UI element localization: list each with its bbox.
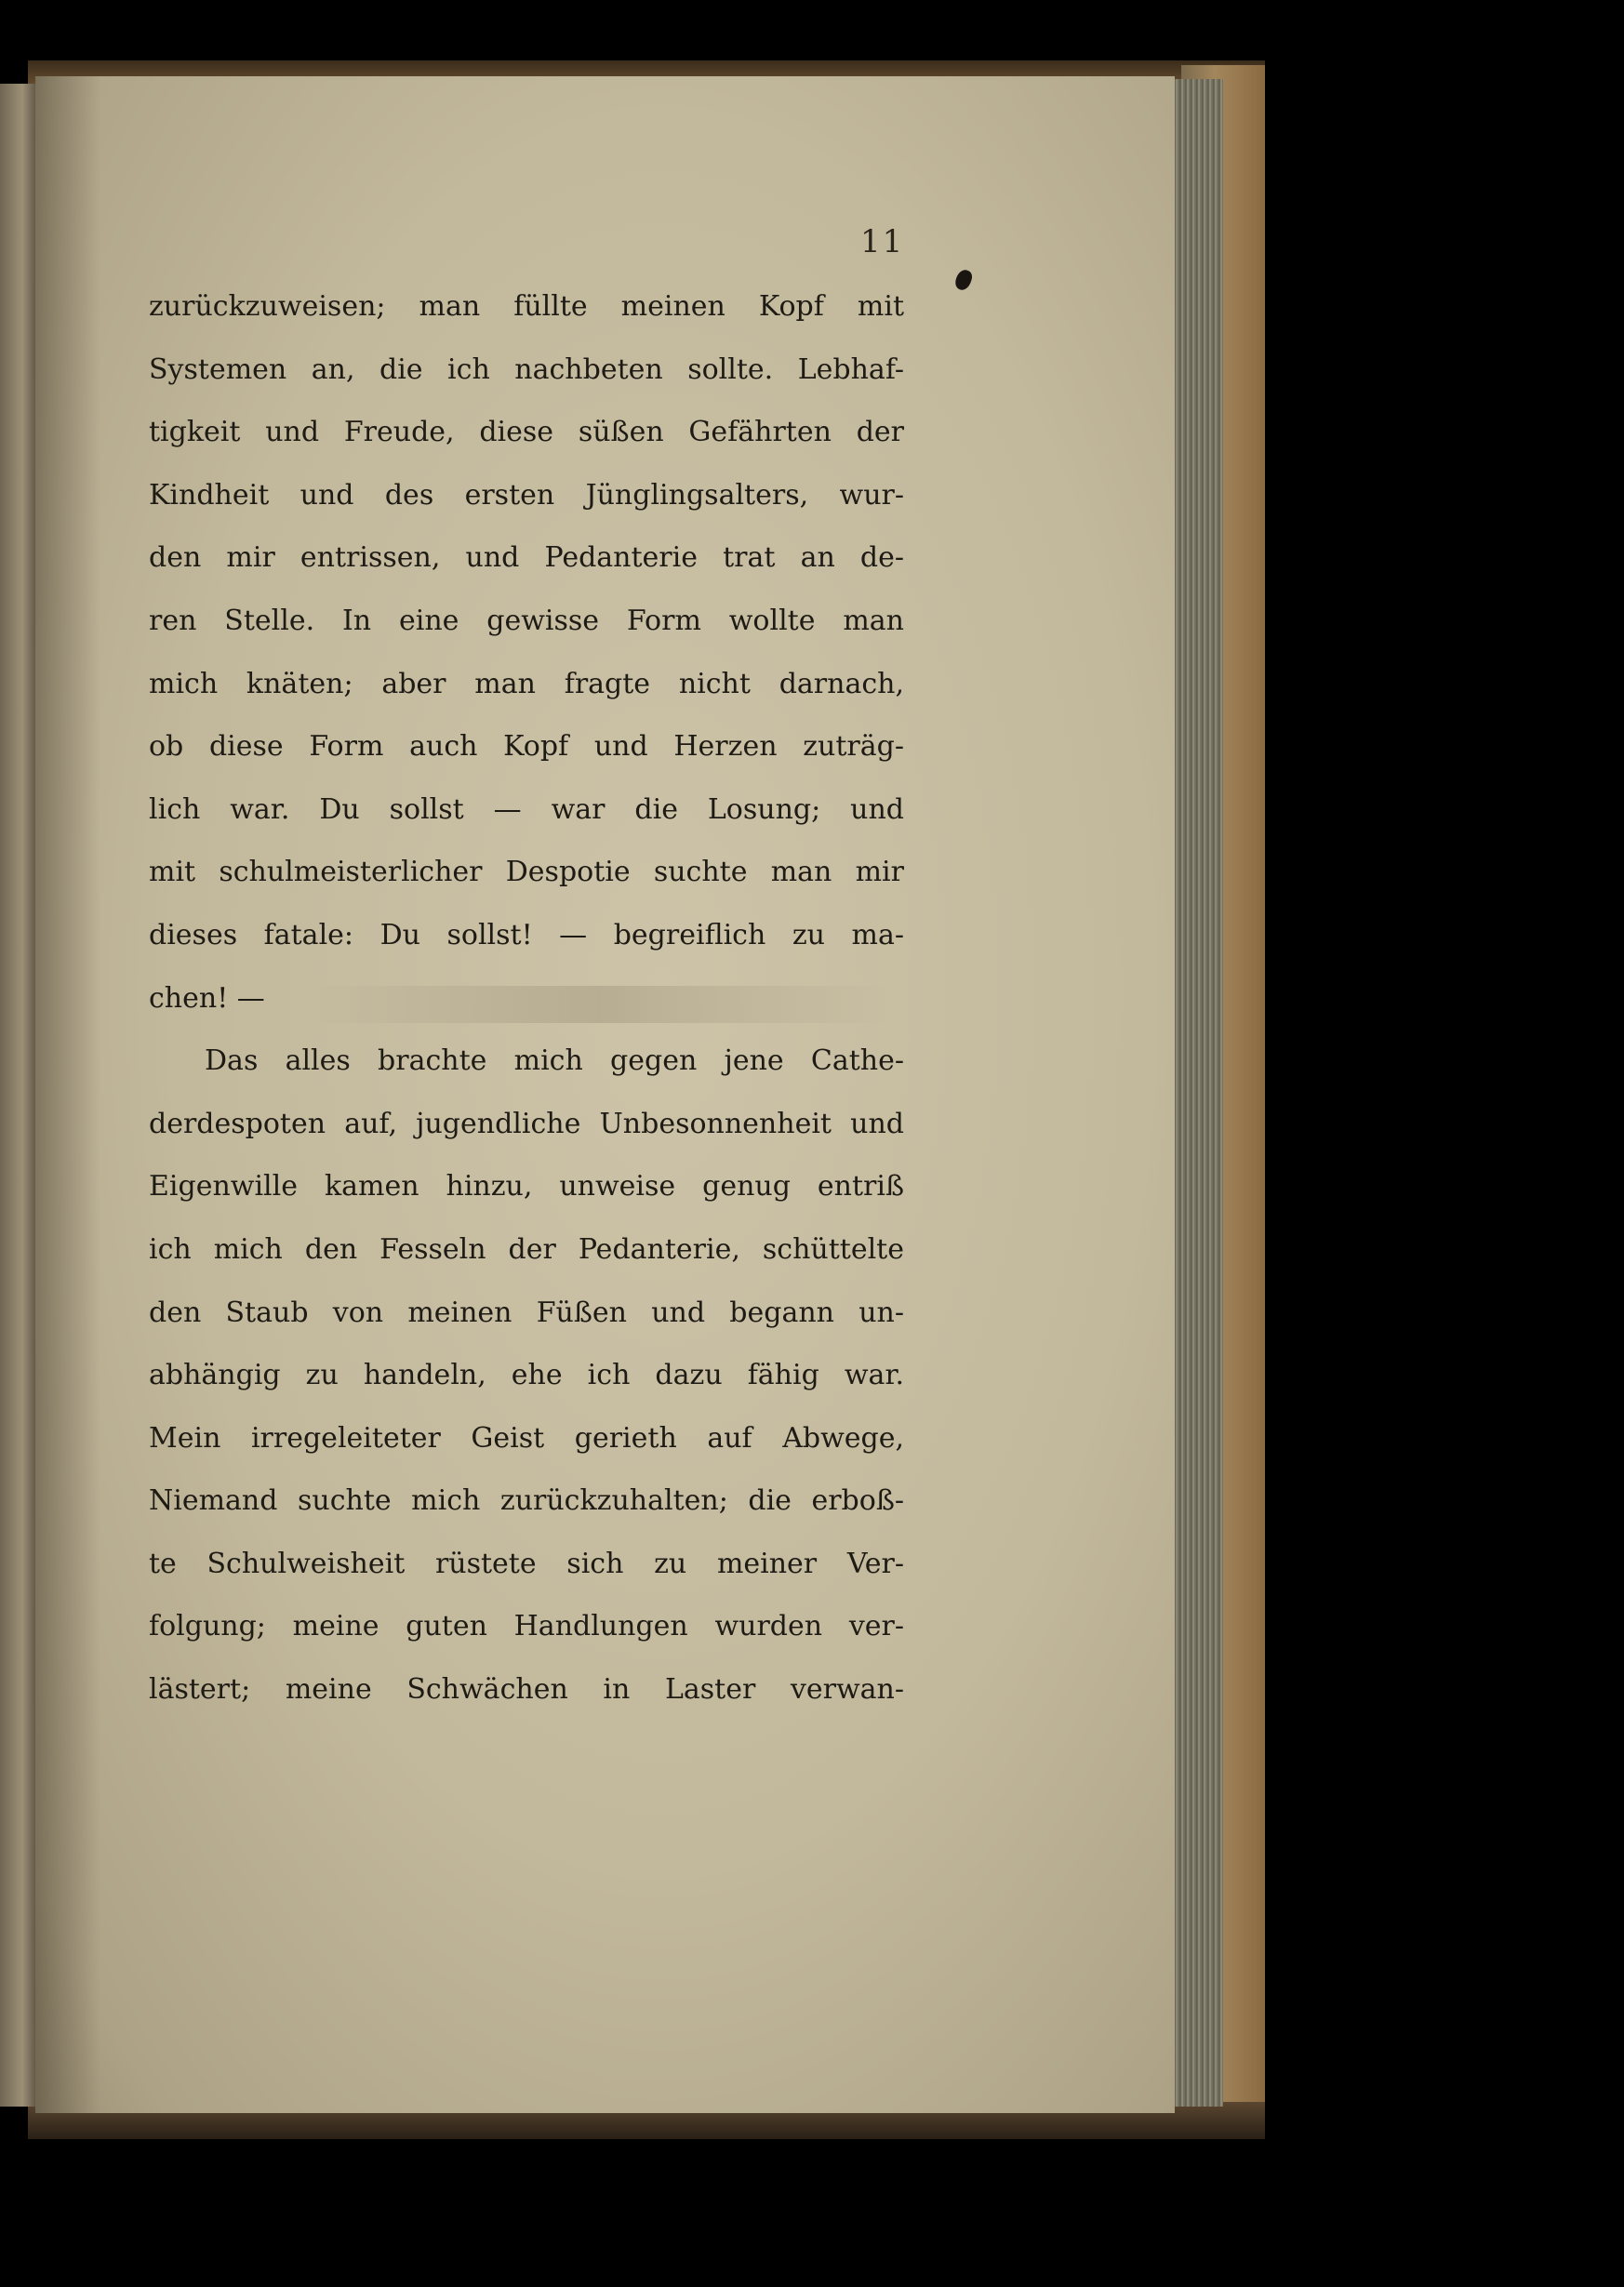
page-stack-edge: [1167, 79, 1223, 2107]
text-line: lich war. Du sollst — war die Losung; und: [149, 792, 904, 826]
paragraph-first-line: Das alles brachte mich gegen jene Cathe-: [205, 1044, 904, 1078]
gutter-shadow: [35, 76, 100, 2113]
text-line: lästert; meine Schwächen in Laster verwan-: [149, 1673, 904, 1707]
text-line: ob diese Form auch Kopf und Herzen zuträg-: [149, 730, 904, 764]
text-line: Kindheit und des ersten Jünglingsalters, wur-: [149, 478, 904, 512]
text-line: chen! —: [149, 981, 265, 1015]
text-line: den Staub von meinen Füßen und begann un-: [149, 1296, 904, 1329]
text-line: Niemand suchte mich zurückzuhalten; die erboß-: [149, 1484, 904, 1518]
page-number: 11: [860, 223, 905, 260]
facing-page-edge: [0, 84, 37, 2107]
text-line: folgung; meine guten Handlungen wurden ver-: [149, 1610, 904, 1643]
text-line: Systemen an, die ich nachbeten sollte. Lebhaf-: [149, 352, 904, 386]
text-line: Mein irregeleiteter Geist gerieth auf Abwege,: [149, 1421, 904, 1455]
text-line: abhängig zu handeln, ehe ich dazu fähig war.: [149, 1359, 904, 1392]
text-line: mich knäten; aber man fragte nicht darnach,: [149, 667, 904, 700]
text-line: zurückzuweisen; man füllte meinen Kopf mit: [149, 290, 904, 323]
text-line: ren Stelle. In eine gewisse Form wollte man: [149, 604, 904, 637]
text-line: ich mich den Fesseln der Pedanterie, schüttelte: [149, 1232, 904, 1266]
text-line: Eigenwille kamen hinzu, unweise genug entriß: [149, 1170, 904, 1203]
text-line: tigkeit und Freude, diese süßen Gefährten der: [149, 416, 904, 449]
text-line: derdespoten auf, jugendliche Unbesonnenheit und: [149, 1107, 904, 1140]
text-line: dieses fatale: Du sollst! — begreiflich zu ma-: [149, 918, 904, 951]
text-line: mit schulmeisterlicher Despotie suchte man mir: [149, 856, 904, 889]
text-line: den mir entrissen, und Pedanterie trat an de-: [149, 541, 904, 575]
page-text: [149, 275, 904, 1722]
text-line: te Schulweisheit rüstete sich zu meiner Ver-: [149, 1547, 904, 1580]
